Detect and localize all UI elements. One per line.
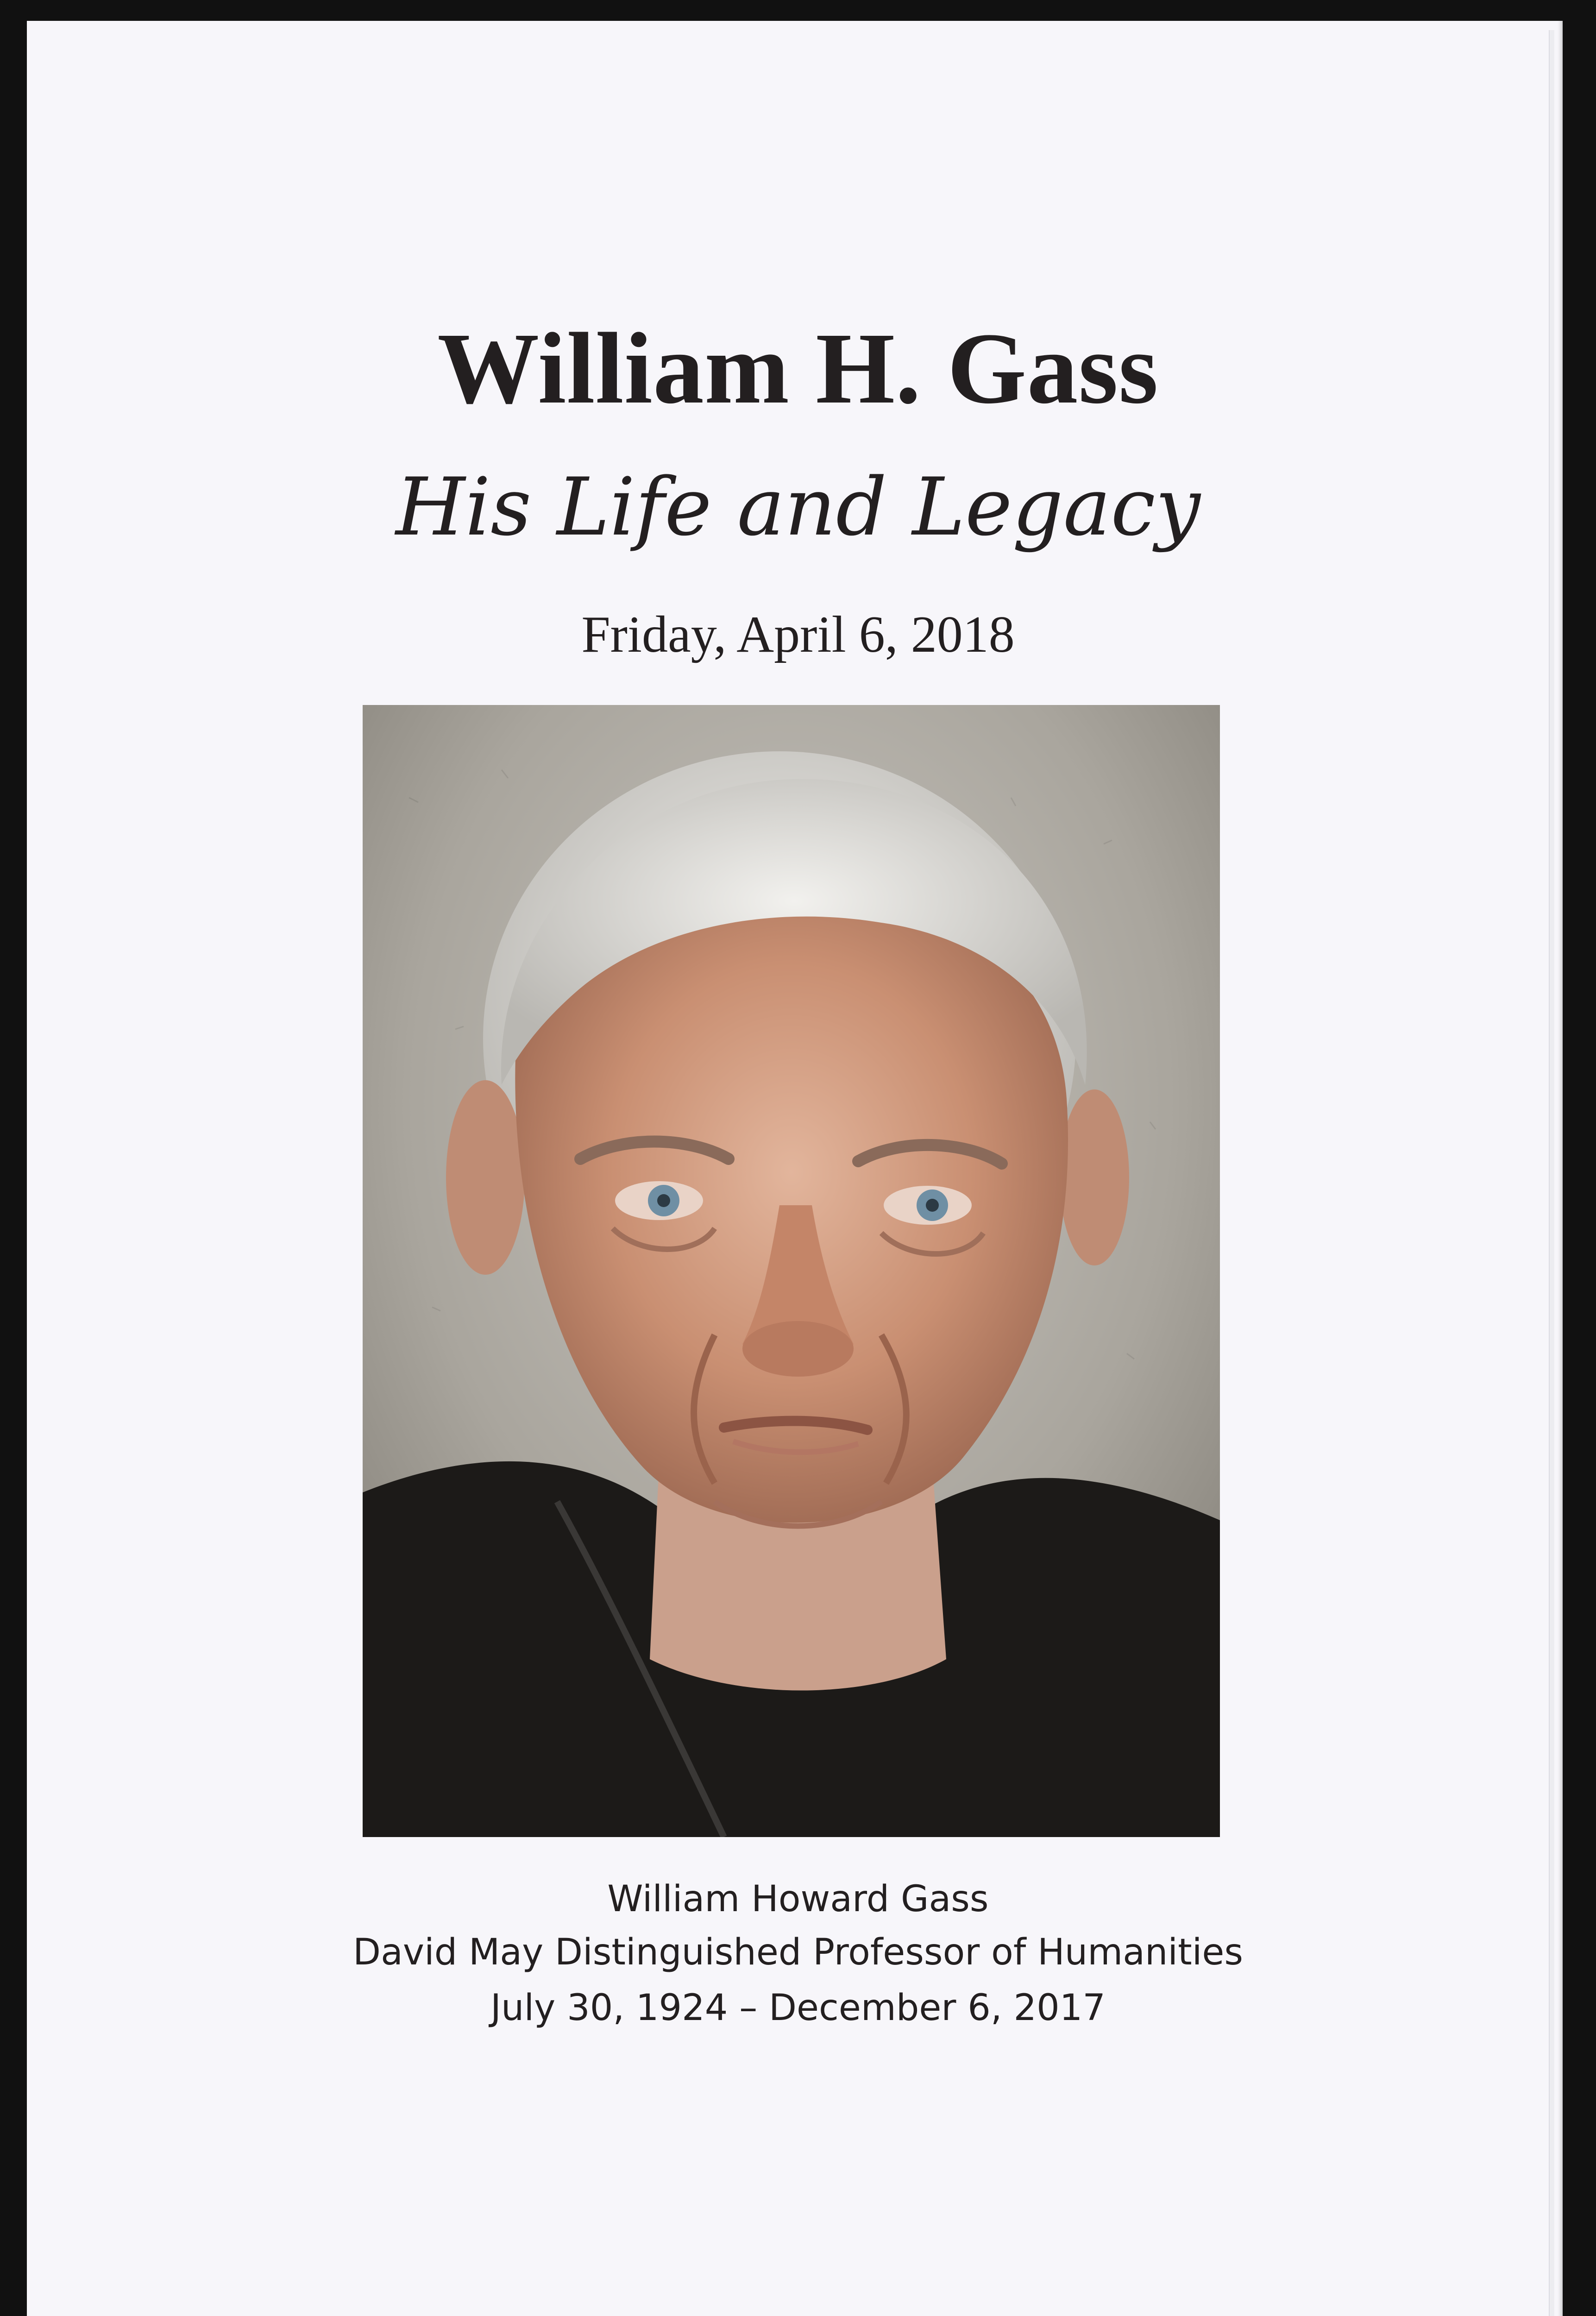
caption-position: David May Distinguished Professor of Humanities xyxy=(353,1932,1243,1973)
portrait-photo xyxy=(363,705,1220,1837)
caption-lifespan: July 30, 1924 – December 6, 2017 xyxy=(490,1987,1106,2029)
caption-name: William Howard Gass xyxy=(607,1878,989,1920)
program-subtitle: His Life and Legacy xyxy=(396,460,1200,554)
portrait-photo-icon xyxy=(363,705,1220,1837)
program-title: William H. Gass xyxy=(437,312,1159,425)
program-date: Friday, April 6, 2018 xyxy=(581,606,1015,663)
